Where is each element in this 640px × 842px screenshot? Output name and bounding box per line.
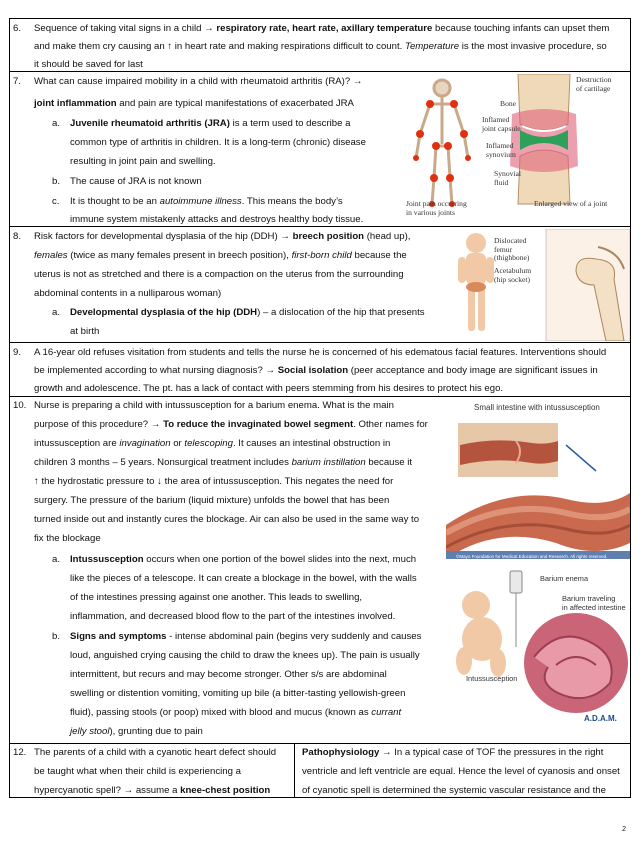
text-line: swelling or distention vomiting, vomiting up bile (a bitter-tasting yellowish-green — [70, 688, 406, 699]
intestine-illustration — [446, 415, 630, 559]
fig-label-small-intestine: Small intestine with intussusception — [474, 403, 600, 412]
text-line: Developmental dysplasia of the hip (DDH) – a dislocation of the hip that presents — [70, 307, 425, 318]
item-number: 12. — [13, 747, 27, 758]
text-line: hypercyanotic spell? → assume a knee-chest position — [34, 785, 271, 796]
text-line: ventricle and left ventricle are equal. Hence the level of cyanosis and onset — [302, 766, 620, 777]
text-line: It is thought to be an autoimmune illness. This means the body’s — [70, 196, 343, 207]
text-line: What can cause impaired mobility in a child with rheumatoid arthritis (RA)? → — [34, 76, 363, 87]
text-line: Risk factors for developmental dysplasia of the hip (DDH) → breech position (head up), — [34, 231, 411, 242]
list-marker: b. — [52, 631, 61, 642]
text-line: jelly stool), grunting due to pain — [70, 726, 203, 737]
item-number: 7. — [13, 76, 22, 87]
text-line: of cyanotic spell is determined the systemic vascular resistance and the — [302, 785, 606, 796]
child-figure — [458, 233, 494, 331]
text-line: The parents of a child with a cyanotic heart defect should — [34, 747, 277, 758]
item-12 — [9, 743, 631, 798]
fig-label-enlarged: Enlarged view of a joint — [534, 199, 608, 208]
text-line: turned inside out and instantly cures the blockage. Air can also be used in the same way to — [34, 514, 420, 525]
fig-label-bone: Bone — [500, 99, 517, 108]
fig-label-destruction: Destruction of cartilage — [576, 75, 612, 93]
text-line: Juvenile rheumatoid arthritis (JRA) is a term used to describe a — [70, 118, 351, 129]
skeleton-figure — [416, 80, 468, 204]
fig-label-joint-capsule: Inflamed joint capsule — [482, 115, 521, 133]
item-10 — [9, 396, 631, 743]
text-line: females (twice as many females present in breech position), first-born child because the — [34, 250, 407, 261]
text-line: The cause of JRA is not known — [70, 176, 202, 187]
text-line: at birth — [70, 326, 100, 337]
text-line: resulting in joint pain and swelling. — [70, 156, 216, 167]
fig-label-barium-enema: Barium enema — [540, 574, 589, 583]
fig-label-synovium: Inflamed synovium — [486, 141, 516, 159]
text-line: be taught what when their child is experiencing a — [34, 766, 241, 777]
text-line: surgery. The pressure of the barium (liquid mixture) unfolds the bowel that has been — [34, 495, 390, 506]
text-line: inflammation, and decreased blood flow to the part of the intestines involved. — [70, 611, 396, 622]
text-line: Pathophysiology → In a typical case of TOF the pressures in the right — [302, 747, 604, 758]
item-number: 8. — [13, 231, 22, 242]
item-number: 6. — [13, 23, 22, 34]
item-number: 10. — [13, 400, 27, 411]
page-number: 2 — [622, 826, 626, 833]
barium-enema-illustration — [448, 567, 630, 727]
text-line: growth and adolescence. The pt. has a lack of contact with peers stemming from his desires to protect his ego. — [34, 383, 504, 394]
text-line: immune system mistakenly attacks and destroys healthy body tissue. — [70, 214, 364, 225]
ddh-illustration — [448, 229, 630, 341]
text-line: A 16-year old refuses visitation from students and tells the nurse he is concerned of his edematous facial features. Interventions should — [34, 347, 607, 358]
text-line: intermittent, but recurs and may become stronger. Other s/s are abdominal — [70, 669, 387, 680]
text-line: intussusception are invagination or telescoping. It causes an intestinal obstruction in — [34, 438, 391, 449]
text-line: Signs and symptoms - intense abdominal pain (begins very suddenly and causes — [70, 631, 422, 642]
text-line: ↑ the hydrostatic pressure to ↓ the area of intussusception. This negates the need for — [34, 476, 394, 487]
infant-figure — [456, 591, 506, 677]
item-9 — [9, 342, 631, 396]
fig-copyright: ©Mayo Foundation for Medical Education and Research. All rights reserved. — [456, 554, 608, 559]
adam-logo: A.D.A.M. — [584, 714, 617, 723]
text-line: and make them cry causing an ↑ in heart rate and making respirations difficult to count. Temperature is the most invasive procedure, so — [34, 41, 607, 52]
list-marker: c. — [52, 196, 60, 207]
text-line: loud, anguished crying causing the child to draw the knees up). The pain is usually — [70, 650, 420, 661]
text-line: joint inflammation and pain are typical manifestations of exacerbated JRA — [34, 98, 354, 109]
fig-label-acetabulum: Acetabulum (hip socket) — [494, 266, 532, 284]
column-divider — [294, 744, 295, 797]
fig-label-dislocated-femur: Dislocated femur (thighbone) — [494, 236, 530, 262]
list-marker: a. — [52, 118, 61, 129]
text-line: common type of arthritis in children. It is a long-term (chronic) disease — [70, 137, 366, 148]
fig-label-joint-pain: Joint pain occurring in various joints — [406, 199, 467, 217]
item-7 — [9, 71, 631, 226]
text-line: of the intestines pressing against one another. This leads to swelling, — [70, 592, 363, 603]
item-number: 9. — [13, 347, 22, 358]
text-line: uterus is not as stretched and there is a compaction on the uterus from the surrounding — [34, 269, 404, 280]
text-line: fix the blockage — [34, 533, 101, 544]
item-8 — [9, 226, 631, 342]
text-line: abdominal contents in a nulliparous woman) — [34, 288, 222, 299]
fig-label-synovial-fluid: Synovial fluid — [494, 169, 522, 187]
text-line: Intussusception occurs when one portion of the bowel slides into the next, much — [70, 554, 417, 565]
text-line: children 3 months – 5 years. Nonsurgical treatment includes barium instillation because it — [34, 457, 413, 468]
list-marker: a. — [52, 307, 61, 318]
text-line: Sequence of taking vital signs in a child → respiratory rate, heart rate, axillary temperature because touching infants can upset them — [34, 23, 610, 34]
text-line: like the pieces of a telescope. It can create a blockage in the bowel, with the walls — [70, 573, 417, 584]
list-marker: a. — [52, 554, 61, 565]
text-line: be implemented according to what nursing diagnosis? → Social isolation (peer acceptance and body image are significant issues in — [34, 365, 598, 376]
text-line: Nurse is preparing a child with intussusception for a barium enema. What is the main — [34, 400, 394, 411]
text-line: purpose of this procedure? → To reduce the invaginated bowel segment. Other names for — [34, 419, 428, 430]
intestine-closeup — [524, 613, 628, 713]
fig-label-intussusception: Intussusception — [466, 674, 518, 683]
fig-label-barium-traveling: Barium traveling in affected intestine — [562, 594, 626, 612]
list-marker: b. — [52, 176, 61, 187]
text-line: it should be saved for last — [34, 59, 143, 70]
text-line: fluid), passing stools (or poop) mixed with blood and mucus (known as currant — [70, 707, 402, 718]
enema-bag — [510, 571, 522, 647]
item-6 — [9, 18, 631, 71]
